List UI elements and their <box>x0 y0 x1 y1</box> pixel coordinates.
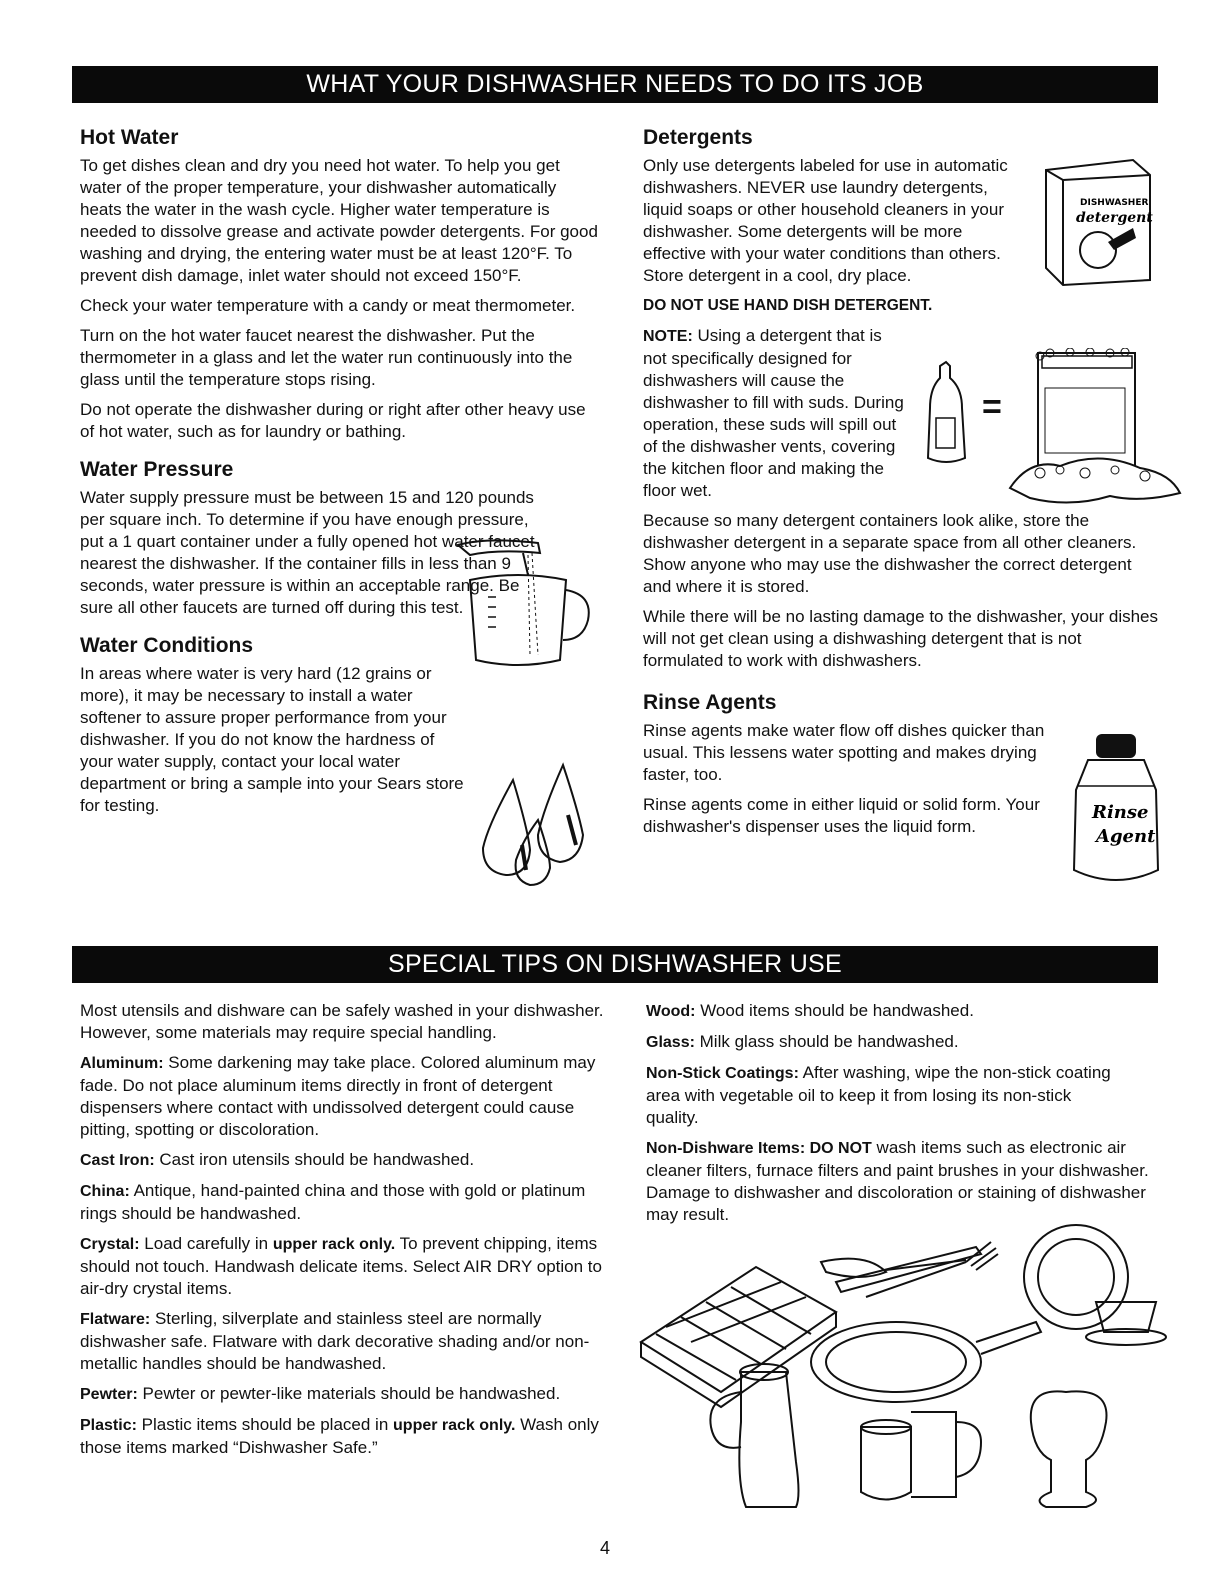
tip-non-dishware <box>646 1137 1166 1226</box>
page-number: 4 <box>599 1538 610 1558</box>
detergent-note <box>643 325 908 502</box>
tip-text: Sterling, silverplate and stainless steel are normally dishwasher safe. Flatware with dark decorative shading and/or non-metallic handles should be handwashed. <box>80 1309 590 1373</box>
skillet-icon <box>811 1322 981 1402</box>
hot-water-paragraph: To get dishes clean and dry you need hot water. To help you get water of the proper temperature, your dishwasher automatically heats the water in the wash cycle. Higher water temperature is needed to dissolve grease and activate powder detergents. For good washing and drying, the entering water must be at least 120°F. To prevent dish damage, inlet water should not exceed 150°F. <box>80 156 598 285</box>
water-pressure-paragraph: Water supply pressure must be between 15 and 120 pounds per square inch. To determine if you have enough pressure, put a 1 quart container under a fully opened hot water faucet nearest the dishwasher. If the container fills in less than 9 seconds, water pressure is within an acceptable range. Be sure all other faucets are turned off during this test. <box>80 488 535 617</box>
detergents-paragraph: Only use detergents labeled for use in automatic dishwashers. NEVER use laundry detergents, liquid soaps or other household cleaners in your dishwasher. Some detergents will be more effective with your water conditions than others. Store detergent in a cool, dry place. <box>643 156 1008 285</box>
teacup-icon <box>1096 1302 1156 1332</box>
detergents-paragraph: While there will be no lasting damage to the dishwasher, your dishes will not get clean using a dishwashing detergent that is not formulated to work with dishwashers. <box>643 607 1159 670</box>
rinse-agent-bottle-icon <box>1066 730 1166 892</box>
left-column-tips <box>80 1000 610 1467</box>
water-conditions-paragraph: In areas where water is very hard (12 grains or more), it may be necessary to install a water softener to assure proper performance from your dishwasher. If you do not know the hardness of your water supply, contact your local water department or bring a sample into your Sears store for testing. <box>80 664 464 815</box>
tip-emphasis: upper rack only. <box>272 1236 396 1253</box>
ice-tray-icon <box>641 1267 836 1392</box>
equals-sign: = <box>982 388 1002 426</box>
tip-china <box>80 1180 610 1225</box>
rinse-agent-bottle-illustration <box>1066 730 1166 892</box>
water-conditions-heading: Water Conditions <box>80 634 254 657</box>
section-banner-tips: SPECIAL TIPS ON DISHWASHER USE <box>72 946 1158 983</box>
tip-text: Pewter or pewter-like materials should be handwashed. <box>137 1384 561 1403</box>
tip-label: Non-Dishware Items: <box>646 1140 806 1157</box>
tip-label: Glass: <box>646 1034 695 1051</box>
water-drops-illustration <box>468 760 598 890</box>
tip-text: wash items such as electronic air cleaner filters, furnace filters and paint brushes in your dishwasher. Damage to dishwasher and discoloration or staining of dishwasher may result. <box>646 1138 1149 1224</box>
section-banner-needs: WHAT YOUR DISHWASHER NEEDS TO DO ITS JOB <box>72 66 1158 103</box>
bottle-brand-bottom: Agent <box>1096 826 1156 847</box>
tip-emphasis: DO NOT <box>805 1140 872 1157</box>
dishware-illustration <box>636 1222 1168 1522</box>
rinse-agents-heading: Rinse Agents <box>643 691 777 714</box>
tip-label: Pewter: <box>80 1386 138 1403</box>
tip-text: Antique, hand-painted china and those with gold or platinum rings should be handwashed. <box>80 1181 586 1223</box>
dishware-items-icon <box>636 1222 1168 1522</box>
tips-intro: Most utensils and dishware can be safely washed in your dishwasher. However, some materials may require special handling. <box>80 1001 604 1042</box>
note-text: Using a detergent that is not specifically designed for dishwashers will cause the dishwasher to fill with suds. During operation, these suds will spill out of the dishwasher vents, covering the kitchen floor and making the floor wet. <box>643 326 904 500</box>
tip-text: Some darkening may take place. Colored aluminum may fade. Do not place aluminum items directly in front of detergent dispensers where contact with undissolved detergent could cause pitting, spotting or discoloration. <box>80 1053 596 1139</box>
right-column-tips <box>646 1000 1166 1234</box>
tip-non-stick <box>646 1062 1116 1129</box>
tip-glass <box>646 1031 1166 1054</box>
detergent-box-label: detergent <box>1076 210 1153 226</box>
rinse-agents-paragraph: Rinse agents make water flow off dishes quicker than usual. This lessens water spotting and makes drying faster, too. <box>643 721 1045 784</box>
water-drop-icon <box>468 760 598 890</box>
tip-text: Wood items should be handwashed. <box>695 1001 974 1020</box>
tip-text: To prevent chipping, items should not touch. Handwash delicate items. Select AIR DRY option to air-dry crystal items. <box>80 1234 602 1298</box>
tip-label: Flatware: <box>80 1311 151 1328</box>
tip-label: Non-Stick Coatings: <box>646 1065 799 1082</box>
tip-plastic <box>80 1414 610 1459</box>
spoon-icon <box>821 1259 886 1277</box>
tip-label: Aluminum: <box>80 1055 164 1072</box>
tip-label: Plastic: <box>80 1417 137 1434</box>
bottle-brand-top: Rinse <box>1092 802 1149 823</box>
tip-aluminum <box>80 1052 610 1141</box>
tip-label: Cast Iron: <box>80 1152 155 1169</box>
tip-crystal <box>80 1233 610 1300</box>
tip-flatware <box>80 1308 610 1375</box>
detergent-warning: DO NOT USE HAND DISH DETERGENT. <box>643 297 933 314</box>
measuring-cup-illustration <box>448 535 608 675</box>
tip-label: Wood: <box>646 1003 696 1020</box>
tip-label: Crystal: <box>80 1236 140 1253</box>
detergents-paragraph: Because so many detergent containers look alike, store the dishwasher detergent in a separate space from all other cleaners. Show anyone who may use the dishwasher the correct detergent and where it is stored. <box>643 511 1137 596</box>
tip-emphasis: upper rack only. <box>393 1417 516 1434</box>
detergent-box-icon <box>1038 150 1158 290</box>
canister-icon <box>861 1427 911 1500</box>
hot-water-paragraph: Check your water temperature with a candy or meat thermometer. <box>80 296 576 315</box>
note-label: NOTE: <box>643 328 693 345</box>
tip-text: Plastic items should be placed in <box>136 1415 394 1434</box>
tip-text: Load carefully in <box>139 1234 273 1253</box>
measuring-cup-icon <box>448 535 608 675</box>
detergents-heading: Detergents <box>643 126 753 149</box>
plate-icon <box>1024 1225 1128 1329</box>
goblet-icon <box>1031 1391 1107 1507</box>
tip-cast-iron <box>80 1149 610 1172</box>
tip-text: Cast iron utensils should be handwashed. <box>154 1150 475 1169</box>
tip-label: China: <box>80 1183 130 1200</box>
tip-text: Wash only those items marked “Dishwasher Safe.” <box>80 1415 599 1457</box>
hot-water-section <box>80 125 600 443</box>
hot-water-paragraph: Turn on the hot water faucet nearest the dishwasher. Put the thermometer in a glass and let the water run continuously into the glass until the temperature stops rising. <box>80 326 573 389</box>
rinse-agents-paragraph: Rinse agents come in either liquid or solid form. Your dishwasher's dispenser uses the liquid form. <box>643 795 1040 836</box>
left-column-top <box>80 125 600 831</box>
detergent-box-illustration <box>1038 150 1158 290</box>
hot-water-heading: Hot Water <box>80 126 179 149</box>
water-pressure-heading: Water Pressure <box>80 458 234 481</box>
tip-pewter <box>80 1383 610 1406</box>
jar-icon <box>911 1412 956 1497</box>
tip-text: After washing, wipe the non-stick coating area with vegetable oil to keep it from losing its non-stick quality. <box>646 1063 1111 1127</box>
tip-wood <box>646 1000 1166 1023</box>
knife-icon <box>836 1247 981 1292</box>
tip-text: Milk glass should be handwashed. <box>694 1032 959 1051</box>
suds-comparison-icon <box>910 348 1190 508</box>
detergent-box-brand: DISHWASHER <box>1080 198 1149 208</box>
suds-illustration <box>910 348 1190 508</box>
pitcher-icon <box>739 1372 798 1507</box>
hot-water-paragraph: Do not operate the dishwasher during or right after other heavy use of hot water, such as for laundry or bathing. <box>80 400 586 441</box>
